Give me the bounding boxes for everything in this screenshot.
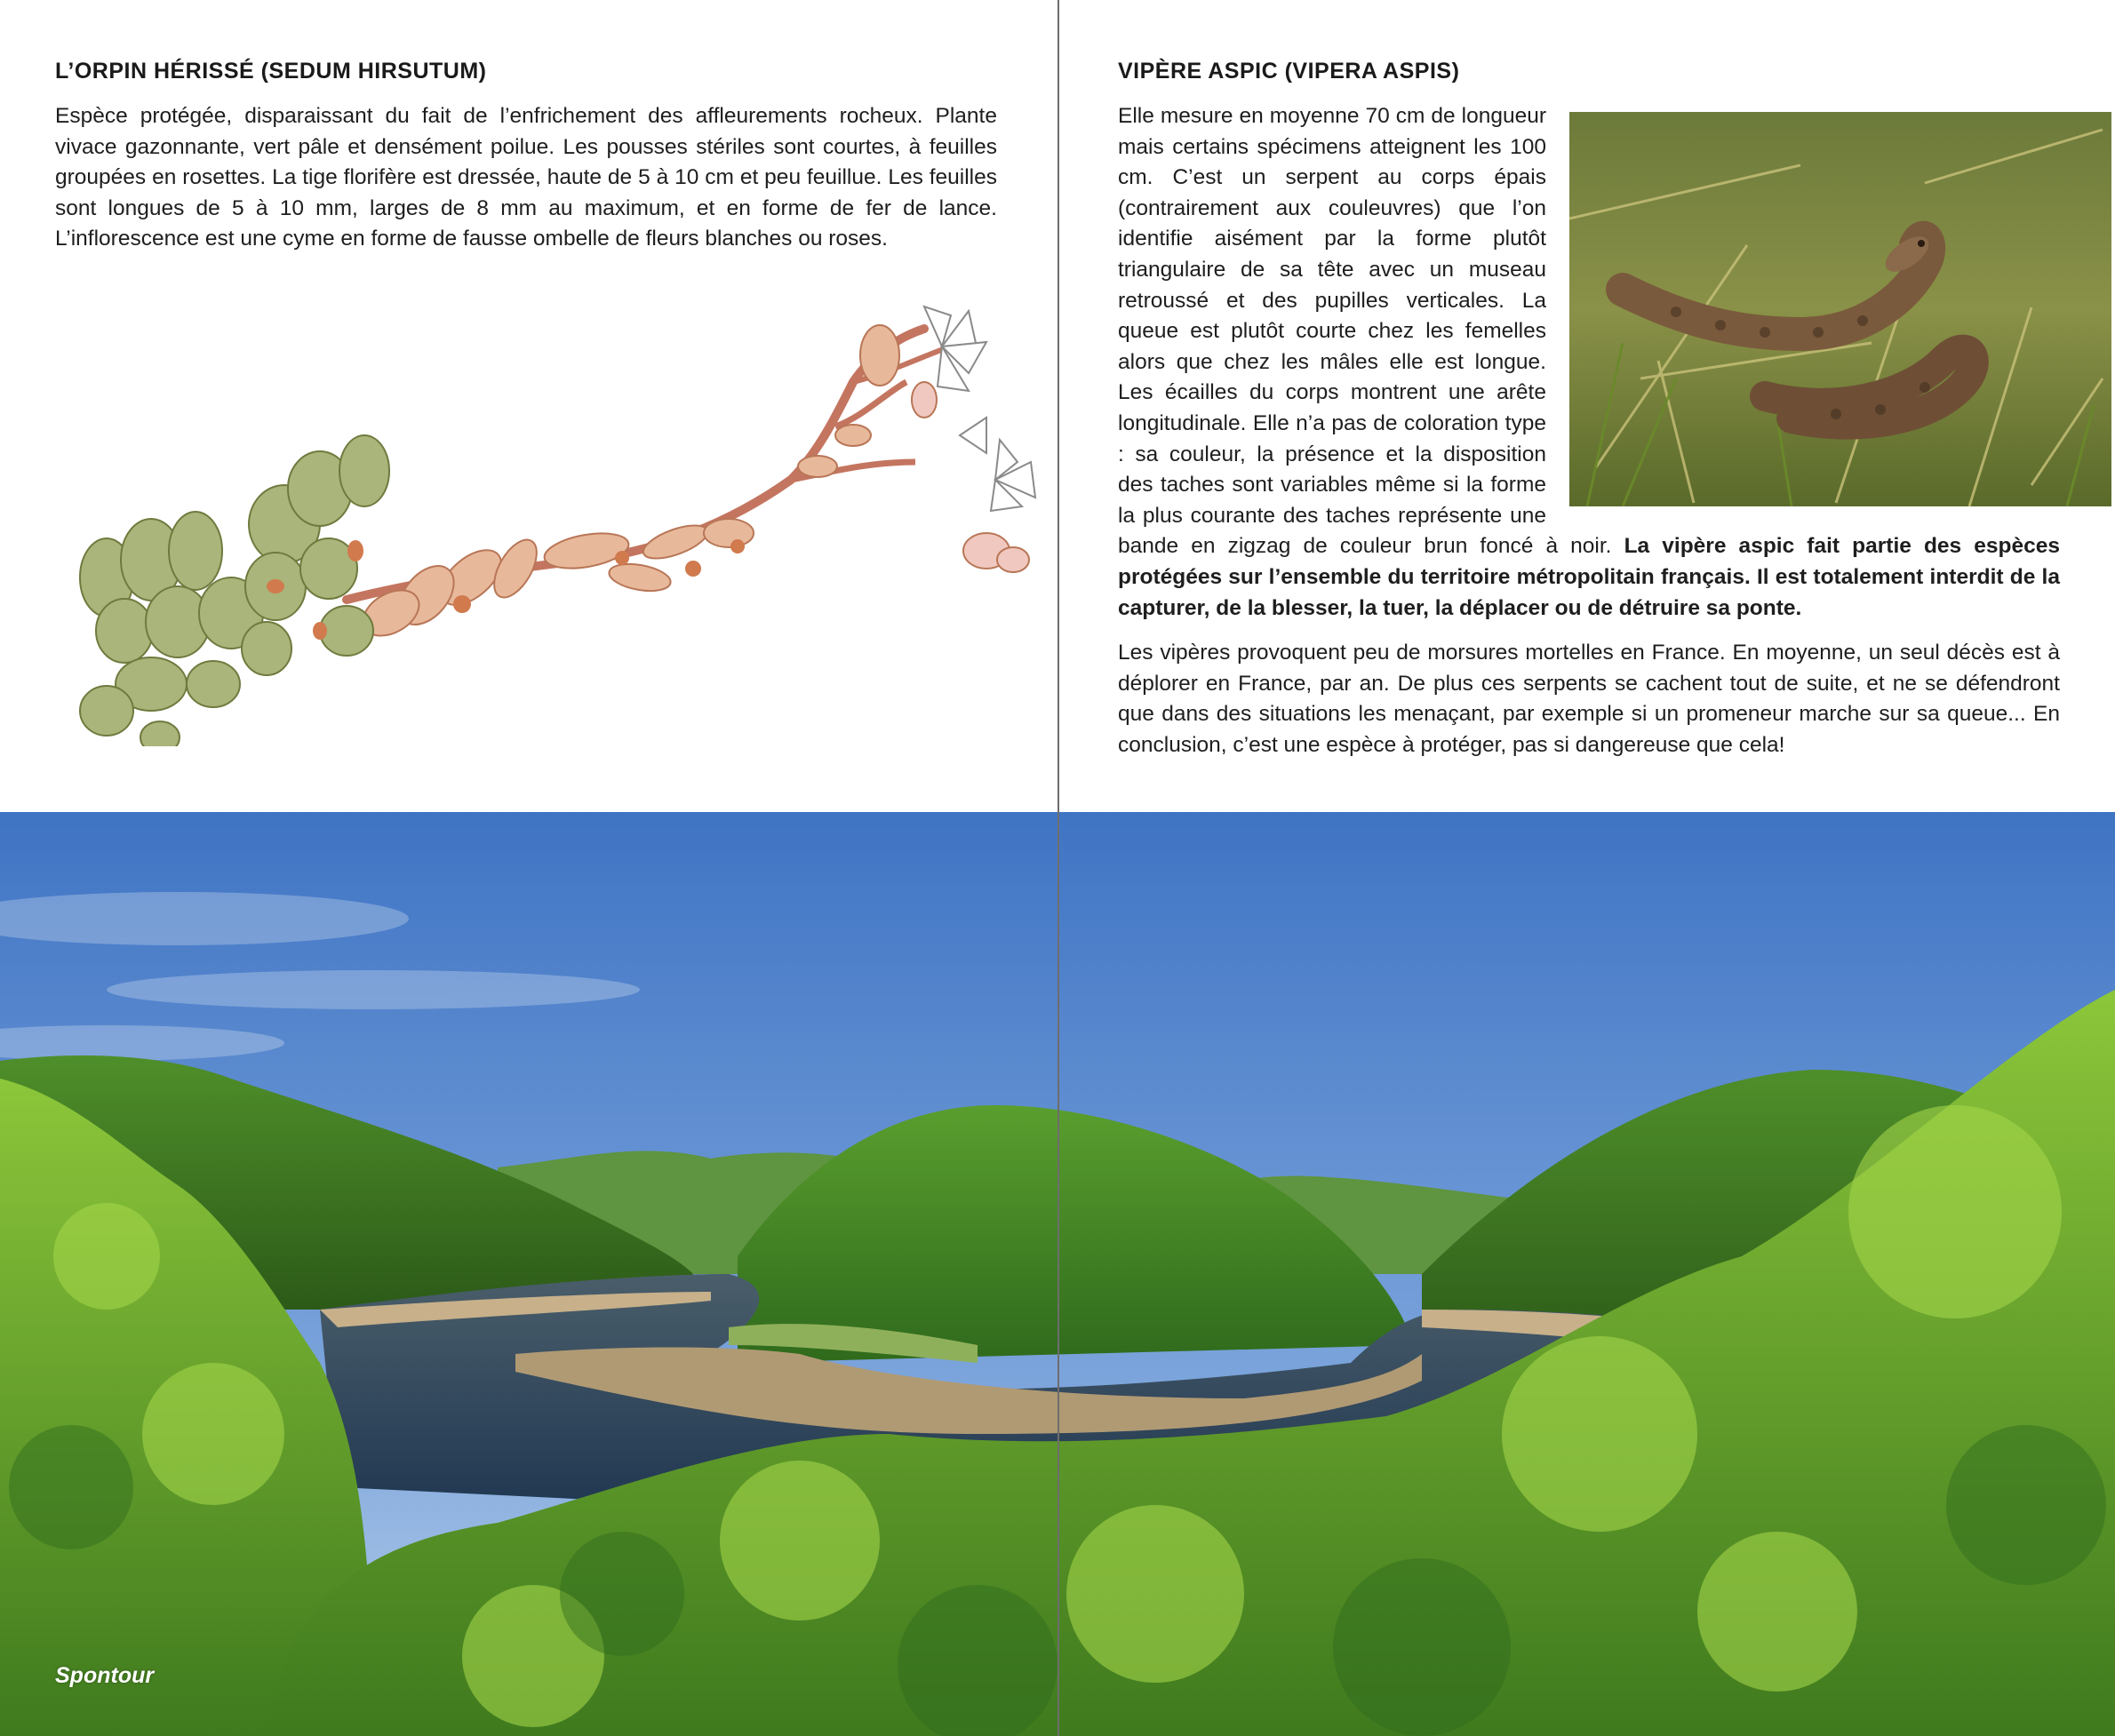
viper-paragraph-1 [1118,101,2060,624]
sedum-description: Espèce protégée, disparaissant du fait de l’enfrichement des affleurements rocheux. Plante vivace gazonnante, vert pâle et densément poilue. Les pousses stériles sont courtes, à feuilles groupées en rosettes. La tige florifère est dressée, haute de 5 à 10 cm et peu feuillue. Les feuilles sont longues de 5 à 10 mm, larges de 8 mm au maximum, et en forme de fer de lance. L’inflorescence est une cyme en forme de fausse ombelle de fleurs blanches ou roses. [55,104,997,251]
viper-photo [1569,112,2111,506]
viper-paragraph-1-text: Elle mesure en moyenne 70 cm de longueur mais certains spécimens atteignent les 100 cm. C’est un serpent au corps épais (contrairement aux couleuvres) que l’on identifie aisément par la forme plutôt triangulaire de sa tête avec un museau retroussé et des pupilles verticales. La queue est plutôt courte chez les femelles alors que chez les mâles elle est longue. Les écailles du corps montrent une arête longitudinale. Elle n’a pas de coloration type : sa couleur, la présence et la disposition des taches sont variables même si la forme la plus courante des taches représente une bande en zigzag de couleur brun foncé à noir. [1118,104,1624,559]
viper-text-block [1118,101,2060,775]
sedum-title: L’ORPIN HÉRISSÉ (SEDUM HIRSUTUM) [55,59,487,84]
viper-protection-notice: La vipère aspic fait partie des espèces protégées sur l’ensemble du territoire métropolitain français. Il est totalement interdit de la capturer, de la blesser, la tuer, la déplacer ou de détruire sa ponte. [1118,534,2061,620]
sedum-illustration [53,293,1049,746]
viper-paragraph-2: Les vipères provoquent peu de morsures mortelles en France. En moyenne, un seul décès est à déplorer en France, par an. De plus ces serpents se cachent tout de suite, et ne se défendront que dans des situations les menaçant, par exemple si un promeneur marche sur sa queue... En conclusion, c’est une espèce à protéger, pas si dangereuse que cela! [1118,641,2060,757]
brand-footer: Spontour [55,1663,155,1688]
viper-title: VIPÈRE ASPIC (VIPERA ASPIS) [1118,59,1460,84]
spread-fold-line [1058,0,1059,1736]
